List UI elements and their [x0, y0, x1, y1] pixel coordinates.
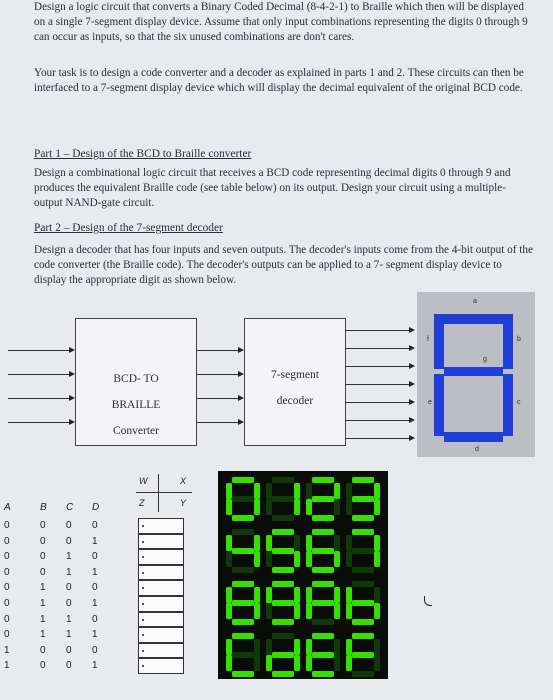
led-segment-e	[266, 499, 272, 515]
led-segment-c	[294, 603, 300, 619]
truth-table-cell: 0	[92, 644, 98, 656]
led-segment-f	[266, 587, 272, 603]
braille-dot-icon	[142, 634, 144, 636]
truth-table-cell: 1	[92, 660, 98, 672]
truth-table-cell: 1	[66, 629, 72, 641]
led-segment-d	[312, 619, 334, 625]
segment-d	[444, 432, 503, 442]
led-segment-f	[306, 639, 312, 655]
truth-table-cell: 1	[40, 598, 46, 609]
truth-table-cell: 0	[92, 520, 98, 531]
led-segment-e	[266, 551, 272, 567]
led-segment-a	[272, 581, 294, 587]
truth-table-cell: 0	[4, 535, 10, 547]
arrow-icon	[409, 345, 415, 351]
led-segment-b	[334, 483, 340, 499]
led-segment-b	[334, 535, 340, 551]
intro-paragraph-2: Your task is to design a code converter and a decoder as explained in parts 1 and 2. These circuits can then be interfaced to a 7-segment display device which will display the decimal equivalent of the original BCD code.	[34, 67, 524, 94]
led-segment-c	[254, 603, 260, 619]
decoder-box	[244, 318, 346, 446]
led-segment-d	[352, 567, 374, 573]
braille-dot-icon	[142, 541, 144, 543]
truth-table-cell: 0	[4, 598, 10, 609]
arrow-icon	[409, 417, 415, 423]
led-segment-f	[346, 483, 352, 499]
led-segment-g	[312, 600, 334, 606]
braille-header-rule	[136, 492, 192, 493]
led-segment-f	[346, 587, 352, 603]
truth-table-cell: 0	[92, 613, 98, 625]
truth-table-cell: 0	[40, 535, 46, 547]
truth-table-cell: 0	[40, 644, 46, 656]
led-segment-a	[272, 633, 294, 639]
arrow-icon	[238, 347, 244, 353]
led-segment-f	[226, 483, 232, 499]
segment-label-g: g	[483, 356, 487, 363]
seven-segment-reference	[417, 292, 535, 457]
arrow-icon	[409, 435, 415, 441]
led-segment-g	[352, 548, 374, 554]
led-segment-c	[254, 499, 260, 515]
led-segment-b	[374, 483, 380, 499]
converter-label-1: BCD- TO	[113, 373, 159, 385]
led-segment-a	[272, 529, 294, 535]
braille-header-divider	[158, 474, 159, 512]
segment-g	[444, 367, 503, 376]
led-segment-d	[352, 671, 374, 677]
led-segment-c	[294, 655, 300, 671]
truth-table-cell: 0	[40, 660, 46, 672]
segment-e	[434, 374, 444, 436]
segment-label-d: d	[475, 446, 479, 453]
led-segment-d	[312, 567, 334, 573]
led-digits	[218, 471, 388, 679]
converter-label-3: Converter	[113, 425, 159, 437]
led-segment-b	[294, 639, 300, 655]
truth-table-cell: 0	[66, 535, 72, 547]
led-segment-a	[352, 581, 374, 587]
output-wire-1	[345, 330, 409, 331]
led-segment-a	[232, 633, 254, 639]
braille-header-y: Y	[180, 498, 187, 508]
led-segment-e	[346, 499, 352, 515]
led-segment-f	[226, 535, 232, 551]
braille-dot-icon	[142, 572, 144, 574]
led-segment-d	[272, 515, 294, 521]
truth-table-cell: 0	[66, 660, 72, 672]
led-segment-e	[306, 655, 312, 671]
truth-table-cell: 0	[4, 613, 10, 625]
truth-table-cell: 0	[66, 520, 72, 531]
led-segment-a	[272, 477, 294, 483]
segment-b	[503, 314, 513, 369]
led-segment-c	[254, 551, 260, 567]
led-segment-d	[352, 619, 374, 625]
led-segment-c	[374, 603, 380, 619]
led-segment-c	[254, 655, 260, 671]
truth-table-cell: 1	[92, 535, 98, 547]
led-segment-e	[306, 551, 312, 567]
header-b: B	[40, 502, 47, 513]
output-wire-2	[345, 348, 409, 349]
led-segment-e	[346, 603, 352, 619]
truth-table-cell: 1	[4, 660, 10, 672]
led-segment-e	[266, 655, 272, 671]
led-segment-e	[346, 655, 352, 671]
braille-dot-icon	[142, 556, 144, 558]
led-segment-b	[254, 483, 260, 499]
mid-wire-3	[196, 398, 238, 399]
truth-table-cell: 1	[92, 598, 98, 609]
led-segment-c	[294, 499, 300, 515]
input-wire-4	[8, 422, 69, 423]
led-segment-b	[374, 587, 380, 603]
truth-table-cell: 0	[4, 582, 10, 594]
braille-dot-icon	[142, 587, 144, 589]
header-c: C	[66, 502, 74, 513]
segment-label-a: a	[473, 298, 477, 305]
braille-cell	[138, 612, 184, 628]
led-segment-f	[226, 587, 232, 603]
segment-label-e: e	[428, 399, 432, 406]
led-segment-g	[232, 496, 254, 502]
arrow-icon	[69, 371, 75, 377]
arrow-icon	[69, 419, 75, 425]
led-segment-g	[312, 652, 334, 658]
braille-dot-icon	[142, 665, 144, 667]
arrow-icon	[409, 363, 415, 369]
led-segment-g	[352, 600, 374, 606]
led-segment-f	[306, 483, 312, 499]
led-segment-a	[312, 581, 334, 587]
led-segment-e	[226, 551, 232, 567]
truth-table-cell: 0	[40, 520, 46, 531]
led-segment-g	[272, 548, 294, 554]
truth-table-cell: 0	[66, 644, 72, 656]
braille-header-x: X	[180, 476, 187, 486]
led-digit-panel	[218, 471, 388, 679]
truth-table-cell: 1	[66, 613, 72, 625]
input-wire-2	[8, 374, 69, 375]
led-segment-g	[272, 600, 294, 606]
led-segment-d	[312, 515, 334, 521]
truth-table-cell: 1	[66, 566, 72, 578]
braille-dot-icon	[142, 650, 144, 652]
led-segment-a	[312, 529, 334, 535]
mid-wire-2	[196, 374, 238, 375]
truth-table-cell: 0	[40, 566, 46, 578]
input-wire-1	[8, 350, 69, 351]
truth-table-cell: 0	[92, 551, 98, 563]
led-segment-a	[352, 477, 374, 483]
truth-table-cell: 0	[92, 582, 98, 594]
led-segment-d	[312, 671, 334, 677]
truth-table-cell: 0	[4, 520, 10, 531]
segment-a	[444, 314, 503, 324]
intro-paragraph-1: Design a logic circuit that converts a Binary Coded Decimal (8-4-2-1) to Braille which then will be displayed on a single 7-segment display device. Assume that only input combinations representing the digits 0 through 9 can occur as inputs, so that the six unused combinations are don't cares.	[34, 1, 528, 43]
led-segment-c	[374, 655, 380, 671]
led-segment-b	[294, 483, 300, 499]
led-segment-d	[272, 671, 294, 677]
led-segment-g	[312, 496, 334, 502]
led-segment-b	[374, 639, 380, 655]
braille-dot-icon	[142, 603, 144, 605]
truth-table-cell: 1	[4, 644, 10, 656]
led-segment-f	[306, 587, 312, 603]
header-d: D	[92, 502, 100, 513]
segment-f	[434, 314, 444, 369]
led-segment-d	[232, 619, 254, 625]
output-wire-5	[345, 402, 409, 403]
truth-table-cell: 0	[4, 629, 10, 641]
braille-cell	[138, 658, 184, 674]
braille-header-w: W	[139, 476, 148, 486]
arrow-icon	[238, 371, 244, 377]
led-segment-c	[334, 551, 340, 567]
part1-text: Design a combinational logic circuit that receives a BCD code representing decimal digits 0 through 9 and produces the equivalent Braille code (see table below) on its output. Design your circuit using a multiple-output NAND-gate circuit.	[34, 167, 511, 209]
led-segment-d	[352, 515, 374, 521]
braille-cell	[138, 549, 184, 565]
led-segment-e	[306, 603, 312, 619]
truth-table-cell: 1	[40, 582, 46, 594]
decoder-label-1: 7-segment	[271, 369, 319, 381]
braille-cell	[138, 596, 184, 612]
braille-dot-icon	[142, 619, 144, 621]
arrow-icon	[409, 381, 415, 387]
segment-c	[503, 374, 513, 436]
input-wire-3	[8, 398, 69, 399]
led-segment-b	[254, 535, 260, 551]
led-segment-c	[334, 499, 340, 515]
led-segment-e	[346, 551, 352, 567]
seven-segment-diagram	[417, 292, 535, 457]
truth-table-cell: 1	[92, 629, 98, 641]
segment-label-c: c	[517, 399, 521, 406]
braille-cell	[138, 627, 184, 643]
led-segment-e	[226, 603, 232, 619]
segment-label-f: f	[427, 336, 429, 343]
led-segment-a	[232, 529, 254, 535]
led-segment-c	[334, 603, 340, 619]
braille-cell	[138, 534, 184, 550]
led-segment-b	[294, 587, 300, 603]
led-segment-e	[226, 655, 232, 671]
arrow-icon	[409, 327, 415, 333]
led-segment-c	[374, 499, 380, 515]
led-segment-a	[352, 529, 374, 535]
part1-heading: Part 1 – Design of the BCD to Braille converter	[34, 148, 252, 160]
led-segment-g	[312, 548, 334, 554]
led-segment-b	[334, 587, 340, 603]
led-segment-g	[272, 652, 294, 658]
led-segment-g	[232, 652, 254, 658]
braille-header-z: Z	[139, 498, 145, 508]
led-segment-g	[352, 496, 374, 502]
led-segment-e	[226, 499, 232, 515]
led-segment-c	[374, 551, 380, 567]
led-segment-f	[346, 639, 352, 655]
led-segment-f	[266, 639, 272, 655]
arrow-icon	[238, 419, 244, 425]
led-segment-a	[312, 633, 334, 639]
decoder-label-2: decoder	[276, 395, 314, 407]
led-segment-a	[232, 581, 254, 587]
led-segment-f	[266, 535, 272, 551]
header-a: A	[4, 502, 11, 513]
led-segment-f	[266, 483, 272, 499]
led-segment-g	[232, 600, 254, 606]
mid-wire-4	[196, 422, 238, 423]
led-segment-g	[232, 548, 254, 554]
truth-table-cell: 0	[4, 551, 10, 563]
led-segment-b	[254, 587, 260, 603]
led-segment-a	[352, 633, 374, 639]
truth-table-cell: 1	[92, 566, 98, 578]
led-segment-f	[226, 639, 232, 655]
led-segment-d	[232, 567, 254, 573]
truth-table-cell: 0	[66, 598, 72, 609]
led-segment-d	[272, 619, 294, 625]
part2-text: Design a decoder that has four inputs and seven outputs. The decoder's inputs come from the 4-bit output of the code converter (the Braille code). The decoder's outputs can be applied to a 7- segment display device to display the appropriate digit as shown below.	[34, 244, 533, 286]
output-wire-4	[345, 384, 409, 385]
led-segment-e	[306, 499, 312, 515]
led-segment-a	[232, 477, 254, 483]
output-wire-3	[345, 366, 409, 367]
converter-label-2: BRAILLE	[111, 399, 161, 411]
braille-cell	[138, 580, 184, 596]
led-segment-b	[294, 535, 300, 551]
led-segment-f	[346, 535, 352, 551]
braille-cell	[138, 565, 184, 581]
braille-cell	[138, 518, 184, 534]
led-segment-c	[334, 655, 340, 671]
truth-table-cell: 0	[66, 582, 72, 594]
led-segment-f	[306, 535, 312, 551]
led-segment-d	[232, 671, 254, 677]
led-segment-a	[312, 477, 334, 483]
truth-table-cell: 1	[40, 613, 46, 625]
segment-label-b: b	[517, 336, 521, 343]
led-segment-g	[352, 652, 374, 658]
mid-wire-1	[196, 350, 238, 351]
led-segment-c	[294, 551, 300, 567]
output-wire-7	[345, 438, 409, 439]
part2-heading: Part 2 – Design of the 7-segment decoder	[34, 222, 223, 234]
arrow-icon	[409, 399, 415, 405]
arrow-icon	[69, 347, 75, 353]
truth-table-cell: 0	[4, 566, 10, 578]
arrow-icon	[238, 395, 244, 401]
led-segment-d	[232, 515, 254, 521]
led-segment-g	[272, 496, 294, 502]
truth-table-cell: 1	[40, 629, 46, 641]
output-wire-6	[345, 420, 409, 421]
converter-box	[75, 318, 197, 446]
led-segment-b	[254, 639, 260, 655]
stray-pen-mark	[424, 596, 432, 606]
braille-cell	[138, 643, 184, 659]
led-segment-b	[334, 639, 340, 655]
braille-dot-icon	[142, 525, 144, 527]
led-segment-d	[272, 567, 294, 573]
led-segment-b	[374, 535, 380, 551]
truth-table-cell: 0	[40, 551, 46, 563]
led-segment-e	[266, 603, 272, 619]
arrow-icon	[69, 395, 75, 401]
truth-table-cell: 1	[66, 551, 72, 563]
